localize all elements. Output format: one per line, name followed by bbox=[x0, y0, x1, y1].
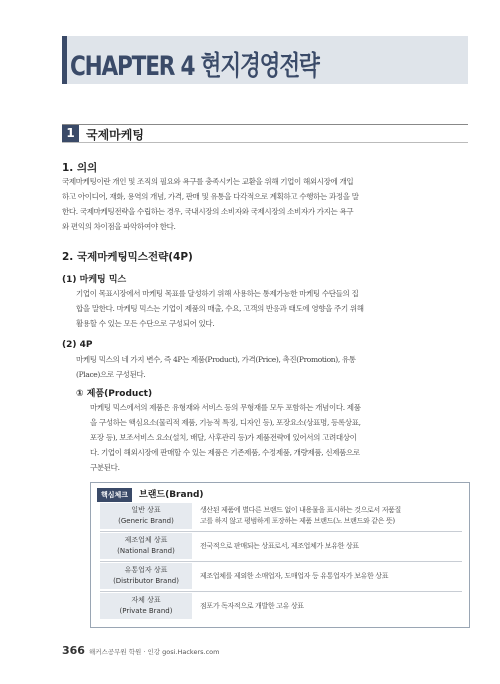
brand-row-label bbox=[100, 503, 192, 529]
text-line: 점포가 독자적으로 개발한 고유 상표 bbox=[200, 601, 304, 610]
text-line: 고를 하지 않고 평범하게 포장하는 제품 브랜드(노 브랜드와 같은 뜻) bbox=[200, 517, 395, 525]
text-line: 하고 아이디어, 재화, 용역의 개념, 가격, 판매 및 유통을 다각적으로 계획하고 수행하는 과정을 말 bbox=[62, 192, 359, 201]
text-line: 마케팅 믹스의 네 가지 변수, 즉 4P는 제품(Product), 가격(Price), 촉진(Promotion), 유통 bbox=[76, 355, 356, 364]
brand-row-description bbox=[200, 503, 462, 529]
brand-label-ko: 제조업체 상표 bbox=[124, 536, 168, 544]
paragraph-4p bbox=[76, 352, 468, 382]
text-line: 생산된 제품에 별다른 브랜드 없이 내용물을 표시하는 것으로서 저품질 bbox=[200, 506, 401, 514]
section-title: 국제마케팅 bbox=[86, 128, 144, 142]
brand-label-ko: 유통업자 상표 bbox=[124, 566, 168, 574]
text-line: 국제마케팅이란 개인 및 조직의 필요와 욕구를 충족시키는 교환을 위해 기업이 해외시장에 개입 bbox=[62, 177, 354, 186]
text-line: 활용할 수 있는 모든 수단으로 구성되어 있다. bbox=[76, 319, 215, 328]
section-rule-top bbox=[62, 124, 468, 125]
section-number: 1 bbox=[62, 125, 79, 142]
text-line: 을 구성하는 핵심요소(물리적 제품, 기능적 특징, 디자인 등), 포장요소(상표명, 등록상표, bbox=[90, 418, 361, 427]
brand-label-en: (Generic Brand) bbox=[118, 517, 174, 525]
row-divider bbox=[100, 591, 462, 592]
brand-row-description bbox=[200, 593, 462, 619]
brand-label-en: (Private Brand) bbox=[119, 607, 173, 615]
heading-significance: 1. 의의 bbox=[62, 162, 98, 174]
brand-label-en: (Distributor Brand) bbox=[113, 577, 179, 585]
paragraph-significance bbox=[62, 174, 468, 234]
text-line: 포장 등), 보조서비스 요소(설치, 배달, 사후관리 등)가 제품전략에 있어서의 고려대상이 bbox=[90, 433, 357, 442]
row-divider bbox=[100, 561, 462, 562]
brand-row-description bbox=[200, 533, 462, 559]
brand-row-label bbox=[100, 563, 192, 589]
text-line: 제조업체를 제외한 소매업자, 도매업자 등 유통업자가 보유한 상표 bbox=[200, 571, 389, 580]
heading-marketing-mix-strategy: 2. 국제마케팅믹스전략(4P) bbox=[62, 251, 193, 263]
text-line: 기업이 목표시장에서 마케팅 목표를 달성하기 위해 사용하는 통제가능한 마케팅 수단들의 집 bbox=[76, 289, 359, 298]
text-line: 전국적으로 판매되는 상표로서, 제조업체가 보유한 상표 bbox=[200, 541, 359, 550]
page-number: 366 bbox=[62, 644, 85, 657]
paragraph-marketing-mix bbox=[76, 286, 468, 331]
key-check-badge: 핵심체크 bbox=[97, 488, 132, 502]
row-divider bbox=[100, 531, 462, 532]
brand-row-label bbox=[100, 593, 192, 619]
text-line: 합을 말한다. 마케팅 믹스는 기업이 제품의 매출, 수요, 고객의 반응과 태도에 영향을 주기 위해 bbox=[76, 304, 364, 313]
text-line: (Place)으로 구성된다. bbox=[76, 370, 146, 379]
text-line: 한다. 국제마케팅전략을 수립하는 경우, 국내시장의 소비자와 국제시장의 소비자가 가지는 욕구 bbox=[62, 207, 354, 216]
heading-marketing-mix: (1) 마케팅 믹스 bbox=[62, 275, 127, 285]
paragraph-product bbox=[90, 400, 468, 475]
brand-label-en: (National Brand) bbox=[117, 547, 175, 555]
heading-4p: (2) 4P bbox=[62, 340, 93, 350]
brand-row-label bbox=[100, 533, 192, 559]
brand-row-description bbox=[200, 563, 462, 589]
brand-label-ko: 자체 상표 bbox=[131, 596, 161, 604]
chapter-banner-accent bbox=[62, 36, 67, 84]
heading-product: ① 제품(Product) bbox=[76, 389, 153, 399]
text-line: 다. 기업이 해외시장에 판매할 수 있는 제품은 기존제품, 수정제품, 개량제품, 신제품으로 bbox=[90, 448, 360, 457]
text-line: 와 편익의 차이점을 파악하여야 한다. bbox=[62, 222, 176, 231]
text-line: 마케팅 믹스에서의 제품은 유형재와 서비스 등의 무형재를 모두 포함하는 개념이다. 제품 bbox=[90, 403, 361, 412]
brand-label-ko: 일반 상표 bbox=[131, 506, 161, 514]
chapter-title: CHAPTER 4 현지경영전략 bbox=[70, 51, 319, 82]
brand-box-title: 브랜드(Brand) bbox=[139, 490, 204, 500]
text-line: 구분된다. bbox=[90, 463, 120, 472]
footer-publisher: 해커스공무원 학원 · 인강 gosi.Hackers.com bbox=[89, 648, 220, 656]
